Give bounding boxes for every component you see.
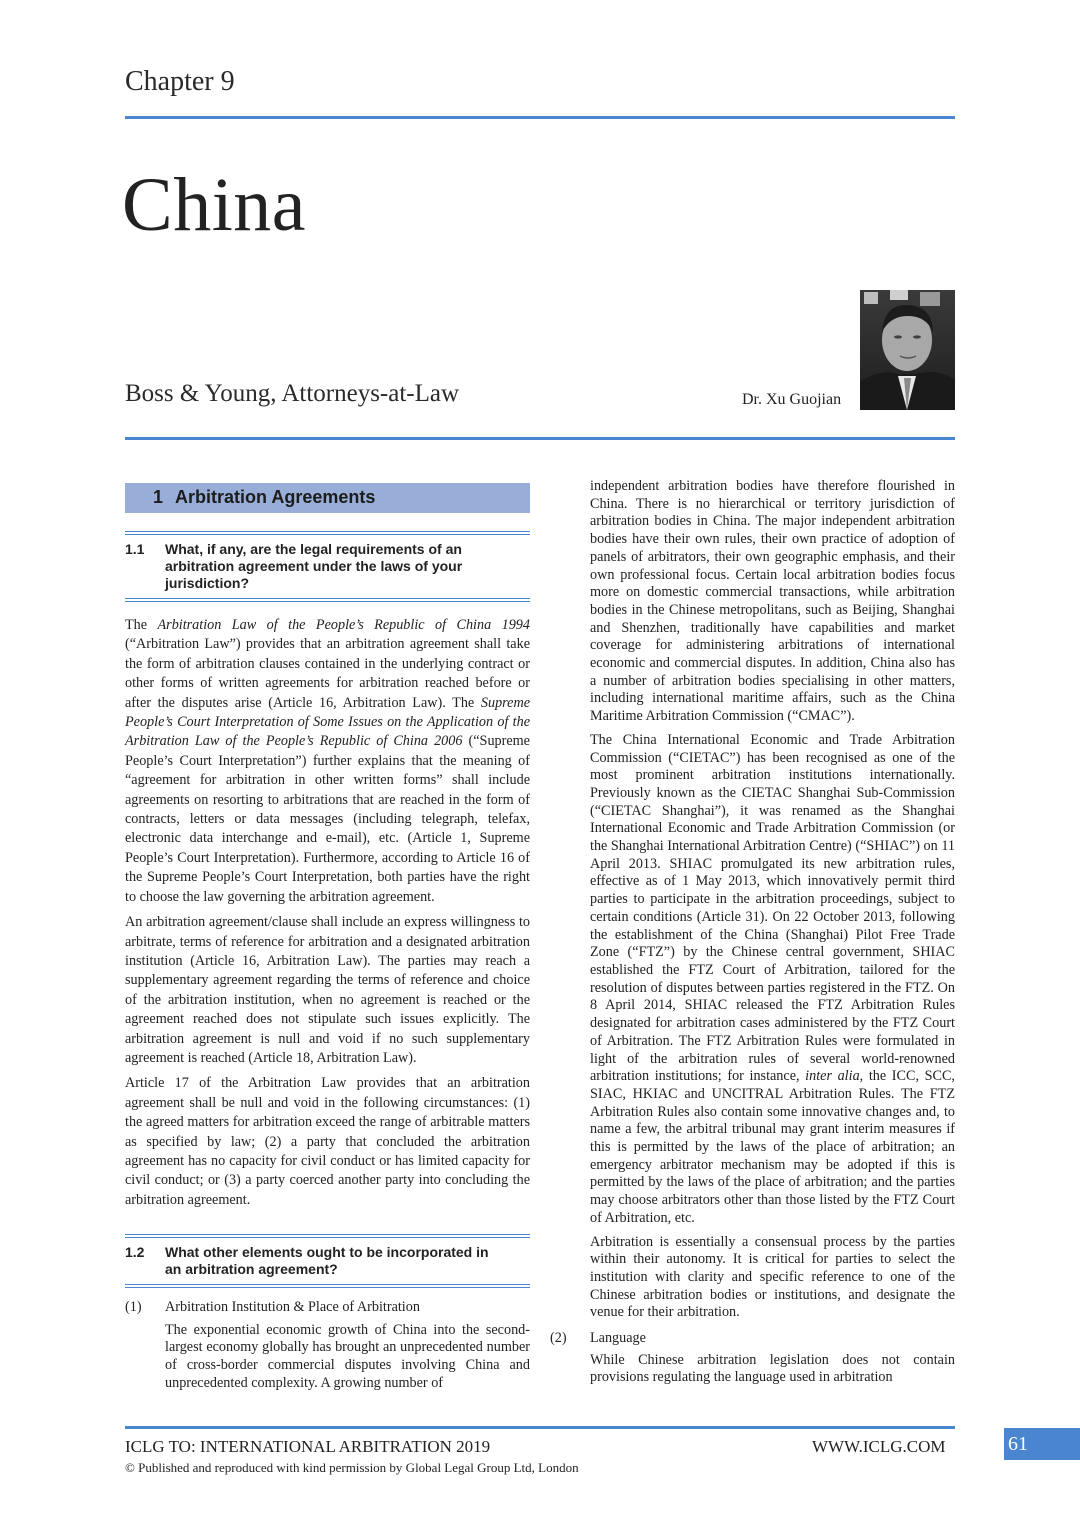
question-text: What, if any, are the legal requirements of an arbitration agreement under the laws of your jurisdiction? <box>165 541 463 591</box>
page-number: 61 <box>1004 1428 1080 1460</box>
text-run: The <box>125 617 158 633</box>
section-heading <box>125 483 530 513</box>
author-photo <box>860 290 955 410</box>
list-item <box>550 1330 955 1387</box>
section-title: Arbitration Agreements <box>175 487 376 508</box>
firm-name: Boss & Young, Attorneys-at-Law <box>125 380 460 407</box>
copyright-notice: © Published and reproduced with kind permission by Global Legal Group Ltd, London <box>125 1460 579 1475</box>
item-text: While Chinese arbitration legislation does not contain provisions regulating the language used in arbitration <box>590 1351 955 1386</box>
item-text: The exponential economic growth of China into the second-largest economy globally has brought an unprecedented number of cross-border commercial disputes involving China and unprecedented complexity. A growing number of <box>165 1321 530 1391</box>
item-title: Language <box>590 1330 646 1347</box>
text-run: The China International Economic and Trade Arbitration Commission (“CIETAC”) has been recognised as one of the most prominent arbitration institutions internationally. Previously known as the CIETAC Shanghai Sub-Commission (“CIETAC Shanghai”), it was renamed as the Shanghai International Economic and Trade Arbitration Commission (or the Shanghai International Arbitration Centre) (“SHIAC”) on 11 April 2013. SHIAC promulgated its new arbitration rules, effective as of 1 May 2013, which innovatively permit third parties to participate in the arbitration proceedings, subject to certain conditions (Article 31). On 22 October 2013, following the establishment of the China (Shanghai) Pilot Free Trade Zone (“FTZ”) by the Chinese central government, SHIAC established the FTZ Court of Arbitration, tailored for the resolution of disputes between parties registered in the FTZ. On 8 April 2014, SHIAC released the FTZ Arbitration Rules designated for arbitration cases administered by the FTZ Court of Arbitration. The FTZ Arbitration Rules were formulated in light of the arbitration rules of several world-renowned arbitration institutions; for instance, <box>590 731 955 1085</box>
header-divider <box>125 116 955 119</box>
section-number: 1 <box>152 487 163 508</box>
text-run: (“Supreme People’s Court Interpretation”) further explains that the meaning of “agreement for arbitration in other written forms” shall include agreements on resorting to arbitrations that are reached in the form of contracts, letters or data messages (including telegraph, telefax, electronic data interchange and e-mail), etc. (Article 1, Supreme People’s Court Interpretation). Furthermore, according to Article 16 of the Supreme People’s Court Interpretation, both parties have the right to choose the law governing the arbitration agreement. <box>125 733 530 905</box>
item-title: Arbitration Institution & Place of Arbitration <box>165 1299 420 1316</box>
footer-divider <box>125 1426 955 1429</box>
text-run: , the ICC, SCC, SIAC, HKIAC and UNCITRAL Arbitration Rules. The FTZ Arbitration Rules also contain some innovative changes and, to name a few, the arbitral tribunal may grant interim measures if this is permitted by the laws of the place of arbitration; an emergency arbitrator mechanism may be adopted if this is permitted by the laws of the place of arbitration; and the parties may choose arbitrators other than those listed by the FTZ Court of Arbitration, etc. <box>590 1068 955 1226</box>
paragraph: Arbitration is essentially a consensual process by the parties within their autonomy. It is critical for parties to select the institution with clarity and specific reference to one of the Chinese arbitration bodies or institutions, and designate the venue for their arbitration. <box>590 1233 955 1321</box>
item-number: (2) <box>550 1330 567 1347</box>
website-link[interactable]: WWW.ICLG.COM <box>812 1437 946 1456</box>
author-name: Dr. Xu Guojian <box>742 391 842 408</box>
law-title: Arbitration Law of the People’s Republic of China 1994 <box>157 617 530 633</box>
latin-term: inter alia <box>805 1068 860 1085</box>
author-portrait-image <box>860 290 955 410</box>
paragraph: Article 17 of the Arbitration Law provides that an arbitration agreement shall be null and void in the following circumstances: (1) the agreed matters for arbitration exceed the range of arbitrable matters as specified by law; (2) a party that concluded the arbitration agreement has no capacity for civil conduct or has limited capacity for civil conduct; or (3) a party coerced another party into concluding the arbitration agreement. <box>125 1075 530 1208</box>
question-number: 1.1 <box>125 541 145 557</box>
paragraph: An arbitration agreement/clause shall include an express willingness to arbitrate, terms of reference for arbitration and a designated arbitration institution (Article 16, Arbitration Law). The parties may reach a supplementary agreement regarding the terms of reference and choice of the arbitration institution, when no agreement is reached or the agreement reached does not stipulate such issues explicitly. The arbitration agreement is null and void if no such supplementary agreement is reached (Article 18, Arbitration Law). <box>125 914 530 1066</box>
header-bottom-divider <box>125 437 955 440</box>
item-number: (1) <box>125 1299 142 1316</box>
paragraph <box>590 732 955 1228</box>
list-item <box>125 1298 530 1392</box>
law-title: Supreme People’s Court Interpretation of Some Issues on the Application of the Arbitration Law of the People’s Republic of China 2006 <box>125 694 530 750</box>
paragraph: independent arbitration bodies have therefore flourished in China. There is no hierarchical or territory jurisdiction of arbitration bodies in China. The major independent arbitration bodies have their own rules, their own practice of adoption of panels of arbitrators, their own geographic emphasis, and their own professional focus. Certain local arbitration bodies focus more on domestic commercial transactions, while arbitration bodies in the Chinese metropolitans, such as Beijing, Shanghai and Shenzhen, traditionally have capabilities and market coverage for administering arbitrations of international economic and commercial disputes. In addition, China also has a number of arbitration bodies specialising in other matters, including international maritime affairs, such as the China Maritime Arbitration Commission (“CMAC”). <box>590 478 955 725</box>
question-1-1 <box>125 531 530 602</box>
paragraph <box>125 616 530 907</box>
question-1-2 <box>125 1234 530 1288</box>
chapter-label: Chapter 9 <box>125 66 235 97</box>
question-text: What other elements ought to be incorporated in an arbitration agreement? <box>165 1244 489 1278</box>
right-column <box>550 478 955 1387</box>
left-column <box>125 483 530 1392</box>
text-run: (“Arbitration Law”) provides that an arbitration agreement shall take the form of arbitration clauses contained in the underlying contract or other forms of written agreements for arbitration reached before or after the disputes arise (Article 16, Arbitration Law). The <box>125 636 530 711</box>
question-number: 1.2 <box>125 1244 145 1261</box>
country-title: China <box>122 163 307 247</box>
publication-title: ICLG TO: INTERNATIONAL ARBITRATION 2019 <box>125 1437 491 1456</box>
